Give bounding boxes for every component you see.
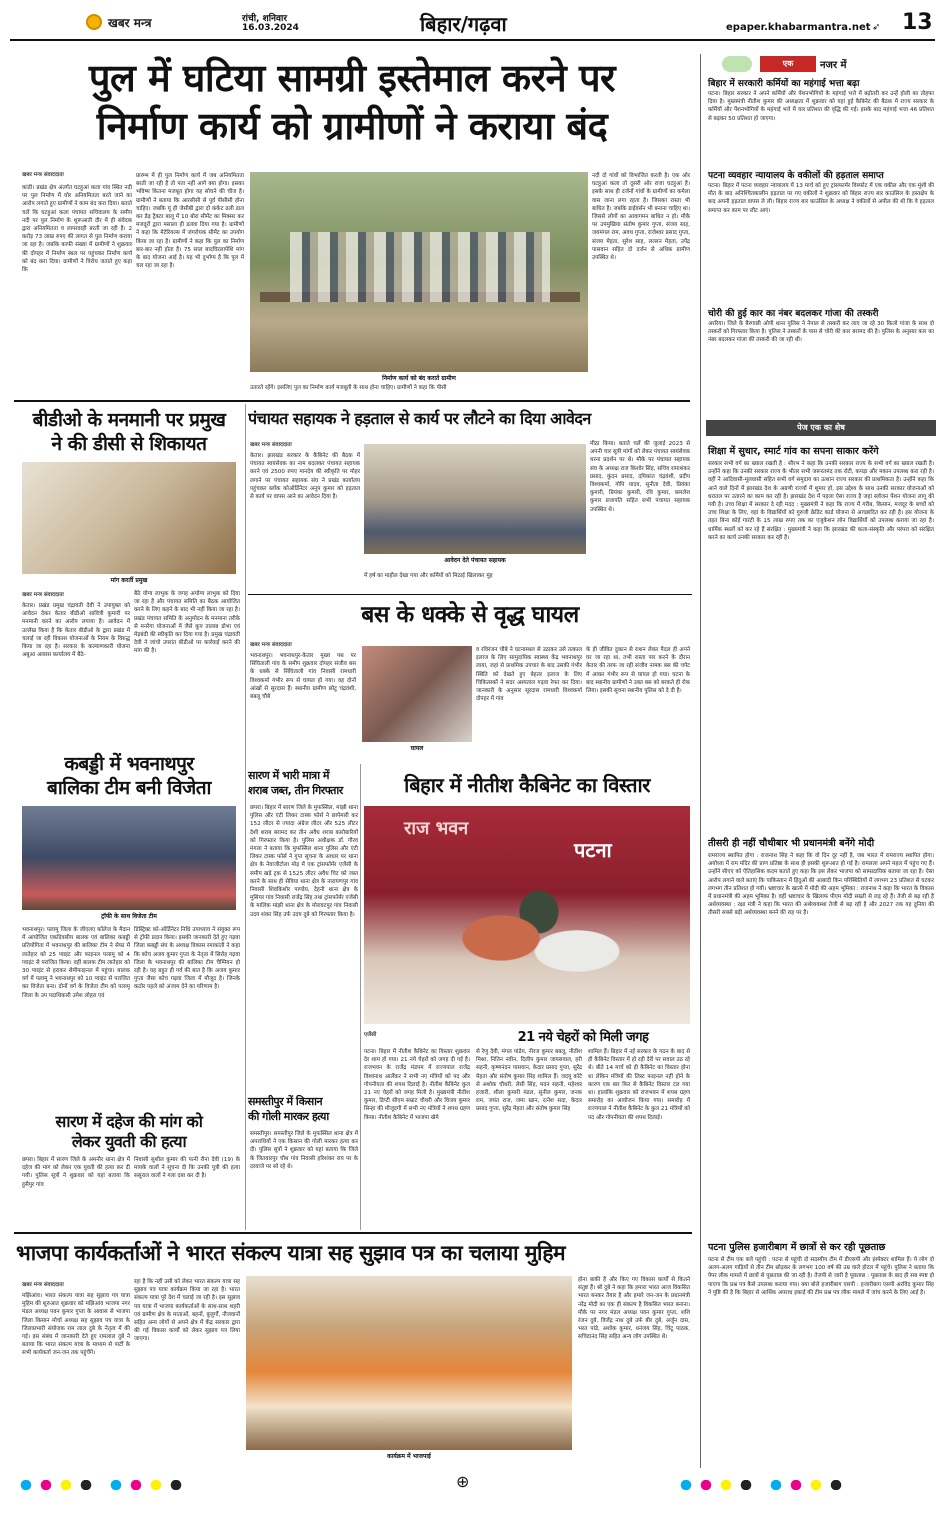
page-number: 13 (902, 10, 933, 35)
bjp-photo-caption: कार्यक्रम में भाजपाई (387, 1453, 431, 1460)
side-body-2: पटना। बिहार में पटना व्यवहार न्यायालय में 13 मार्च को हुए ट्रांसफार्मर विस्फोट में एक वकील और एक मुंशी की मौत के बाद अनिश्चितकालीन हड़ताल पर गए वकीलों ने शुक्रवार को बिहार राज्य बार काउंसिल के हस्तक्षेप के बाद अपनी हड़ताल वापस ले ली। बिहार राज्य बार काउंसिल के अध्यक्ष ने वकीलों से अपील की थी कि वे हड़ताल समाप्त कर काम पर लौट आएं। (708, 183, 934, 214)
kabaddi-col-1: भवनाथपुर। पलामू जिला के जीएलए कॉलेज के मैदान में आयोजित एकदिवसीय बालक एवं बालिका कबड्डी प्रतियोगिता में भवनाथपुर की बालिका टीम ने सेफा में लातेहार को 25 प्वाइंट और फाइनल पलामू को 4 प्वाइंट से पराजित किया। वहीं बालक टीम लातेहार को 30 प्वाइंट से हराकर सेमीफाइनल में पहुंचा। बालक वर्ग में पलामू ने भवनाथपुर को 10 प्वाइंट से पराजित कर विजेता बना। दोनों वर्ग के विजेता टीम को पलामू जिला के उप पदाधिकारी उमेश लोहरा एवं (22, 927, 130, 999)
cabinet-photo-banner: पटना (574, 838, 612, 862)
kabaddi-headline-1: कबड्डी में भवनाथपुर (64, 753, 194, 775)
lead-col-2: प्रारम्भ में ही पुल निर्माण कार्य में जब अनियमितता बरती जा रही है तो पता नहीं आगे क्या होगा। इसका भविष्य कितना मजबूत होगा यह सोचने की चीज है। ग्रामीणों ने बताया कि आरसीसी से पूर्व पीसीसी होना चाहिए। जबकि यूं ही जेसीबी द्वारा दो कंकेट ढली डाल कर डेढ़ ट्रैक्टर बालू में 10 बोरा सीमेंट का मिक्सर कर मजदूरों द्वारा मसाला ही डलवा दिया गया है। ग्रामीणों ने कहा कि मेटेरियल्स में जंगरोयक सीमेंट का उपयोग किया जा रहा है। ग्रामीणों ने कहा कि पुल का निर्माण बार-बार नहीं होता है। 75 साल बादघिरलापेशि मांग के बाद योजना आई है। यह भी दुर्भाग्य है कि पुल में चल रहा जा रहा है। (136, 173, 244, 270)
bus-photo (362, 646, 472, 742)
dowry-headline-2: लेकर युवती की हत्या (71, 1132, 187, 1151)
bus-byline: खबर मन्त्र संवाददाता (250, 642, 292, 648)
side-body-6: पटना से टीम एक बजे पहुंची : पटना से पहुंची दो सदस्यीय टीम में डीएसपी और इंस्पेक्टर शामिल हैं। ये लोग दो अलग-अलग गाड़ियों से तीन टीम छोड़कर के लगभग 100 वर्ष की उम्र वाले होटल में पहुंचे। पुलिस ने बताया कि पेपर लीक मामले में छात्रों से पूछताछ की जा रही है। तेजपी से जारी है पूछताछ : पूछताछ के बाद ही सब स्पष्ट हो पाएगा कि प्रश्न पत्र कैसे उपलब्ध कराया गया। क्या बोले हजारीबाग एसपी : हजारीबाग एसपी अरविंद कुमार सिंह ने पुष्टि की है कि बिहार से आर्थिक अपराध इकाई की टीम प्रश्न पत्र लीक मामले में जांच करने के लिए आई है। (708, 1257, 934, 1296)
bdo-byline: खबर मन्त्र संवाददाता (22, 592, 64, 598)
bjp-headline: भाजपा कार्यकर्ताओं ने भारत संकल्प यात्रा सह सुझाव पत्र का चलाया मुहिम (16, 1241, 566, 1265)
dowry-headline-1: सारण में दहेज की मांग को (55, 1112, 203, 1131)
bus-headline: बस के धक्के से वृद्ध घायल (361, 602, 579, 628)
bdo-headline-1: बीडीओ के मनमानी पर प्रमुख (32, 409, 226, 431)
kabaddi-photo (22, 806, 236, 910)
color-dots-left (20, 1480, 260, 1490)
bus-col-2: व रविरंजन चौबे ने घटनास्थल से उठाकर उसे तत्काल इलाज के लिए सामुदायिक स्वास्थ्य केंद्र भवनाथपुर लाया, जहां से प्राथमिक उपचार के बाद उसकी गंभीर स्थिति को देखते हुए बेहतर इलाज के लिए चिकित्सकों ने सदर अस्पताल गढ़वा रेफर कर दिया। जानकारी के अनुसार सूरदास रामधारी विश्वकर्मा दोपहर में गांव (476, 647, 582, 703)
col-rule-1 (245, 404, 246, 1230)
side-head-5: तीसरी ही नहीं चौथीबार भी प्रधानमंत्री बनेंगे मोदी (708, 838, 875, 849)
dowry-col-2: निवासी सुशील कुमार की पत्नी रीना देवी (19) के मायके वालों ने सूचना दी कि उनकी पुत्री की हत्या ससुराल वालों ने गला दबा कर दी है। (134, 1157, 240, 1180)
people-group (290, 232, 550, 302)
bjp-col-3: होना बाकी है और किए गए विकास कार्यों से कितने संतुष्ट हैं। श्री दुबे ने कहा कि हमारा भारत आज विकसित भारत बनकर तैयार है और हमारे जन-जन के प्रधानमंत्री नरेंद्र मोदी का एक ही संकल्प है विकसित भारत बनाना। मौके पर नगर मंडल अध्यक्ष पवन कुमार गुप्ता, शशि रंजन दुबे, विजेंद्र नाथ दुबे उर्फ बीर दुबे, अर्जुन दास, भरत पांडे, अशोक कुमार, धनंजय सिंह, चिंटू पाठक, सचिदानंद सिंह सहित अन्य लोग उपस्थित थे। (578, 1277, 690, 1341)
lead-photo-caption: निर्माण कार्य को बंद कराते ग्रामीण (382, 375, 456, 382)
kabaddi-photo-caption: ट्रॉफी के साथ विजेता टीम (101, 913, 157, 920)
side-body-3: अररिया। जिले के बैरगाछी ओपी थाना पुलिस ने नेपाल से तस्करी कर लाए जा रहे 30 किलो गांजा के साथ दो तस्करों को गिरफ्तार किया है। पुलिस ने तस्करों के पास से चोरी की कार बरामद की है। पुलिस के अनुसार कार का नंबर बदलकर गांजा की तस्करी की जा रही थी। (708, 321, 934, 344)
bus-col-3: के ही जीवित दुकान से राशन लेकर पैदल ही अपने घर जा रहा था, तभी रास्ता पार करने के दौरान केतार की तरफ जा रही संजीव नामक बस की चपेट में आकर गंभीर रूप से घायल हो गया। घटना के बाद स्थानीय ग्रामीणों ने उक्त बस को बरकते ही रोक लिया। इसकी सूचना स्थानीय पुलिस को दे दी है। (586, 647, 690, 695)
dowry-col-1: छपरा। बिहार में सारण जिले के अमनौर थाना क्षेत्र में दहेज की मांग को लेकर एक युवती की हत्या कर दी गयी। पुलिस सूत्रों ने शुक्रवार को यहां बताया कि हुसैपुर गांव (22, 1157, 130, 1188)
bjp-col-2: रहा है कि नहीं उसी को लेकर भारत संकल्प यात्रा सह सुझाव पत्र यात्रा कार्यक्रम किया जा रहा है। भारत संकल्प यात्रा पूरे देश में चलाई जा रही है। इस सुझाव पत्र यात्रा में भाजपा कार्यकर्ताओं के साथ-साथ शहरी एवं ग्रामीण क्षेत्र के माताओं, बहनों, बुजुर्गों, नौजवानों सहित अन्य लोगों से अपने क्षेत्र में केंद्र सरकार द्वारा की गई विकास कार्यों को लेकर सुझाव पत्र लिया जाएगा। (134, 1279, 240, 1343)
side-head-2: पटना व्यवहार न्यायालय के वकीलों की हड़ताल समाप्त (708, 171, 884, 181)
panchayat-headline: पंचायत सहायक ने हड़ताल से कार्य पर लौटने का दिया आवेदन (248, 409, 591, 428)
side-section-bar: पेज एक का शेष (706, 420, 936, 436)
header-city: रांची, शनिवार (242, 14, 288, 24)
bjp-photo (246, 1276, 572, 1450)
panchayat-byline: खबर मन्त्र संवाददाता (250, 442, 292, 448)
cabinet-photo (364, 806, 690, 1024)
lead-rule (14, 400, 690, 402)
liquor-headline-1: सारण में भारी मात्रा में (248, 769, 329, 782)
masthead (10, 8, 935, 44)
section-name: बिहार/गढ़वा (420, 12, 507, 36)
cabinet-col-3: शामिल हैं। बिहार में नई सरकार के गठन के बाद से ही कैबिनेट विस्तार में हो रही देरी पर सवाल उठ रहे थे। बीते 14 मार्च को ही कैबिनेट का विस्तार होना था लेकिन मंत्रियों की लिस्ट फाइनल नहीं होने के कारण एक बार फिर से कैबिनेट विस्तार टल गया था। हालांकि शुक्रवार को राजभवन में शपथ ग्रहण समारोह का आयोजन किया गया। समारोह में राज्यपाल ने नीतीश कैबिनेट के कुल 21 मंत्रियों को पद और गोपनीयता की शपथ दिलाई। (588, 1049, 690, 1121)
header-rule (10, 39, 935, 41)
side-head-6: पटना पुलिस हजारीबाग में छात्रों से कर रही पूछताछ (708, 1242, 886, 1253)
bjp-byline: खबर मन्त्र संवाददाता (22, 1282, 64, 1288)
badge-circle-icon (722, 56, 752, 72)
lead-headline-2: निर्माण कार्य को ग्रामीणों ने कराया बंद (96, 104, 608, 148)
kabaddi-headline-2: बालिका टीम बनी विजेता (47, 777, 211, 799)
cabinet-col-1: पटना। बिहार में नीतीश कैबिनेट का विस्तार शुक्रवार देर शाम हो गया। 21 नये चेहरों को जगह दी गई है। राजभवन के राजेंद्र मंडपम में राज्यपाल राजेंद्र विश्वनाथ आर्लेकर ने सभी नए मंत्रियों को पद और गोपनीयता की शपथ दिलाई है। नीतीश कैबिनेट कुल 21 नए चेहरों को जगह मिली है। मुख्यमंत्री नीतीश कुमार, डिप्टी सीएम सम्राट चौधरी और विजय कुमार सिन्हा की मौजूदगी में सभी नए मंत्रियों ने शपथ ग्रहण किया। नीतीश कैबिनेट में भाजपा खेमे (364, 1049, 470, 1121)
color-dots-right (680, 1480, 920, 1490)
side-head-1: बिहार में सरकारी कर्मियों का महंगाई भत्ता बढ़ा (708, 79, 860, 89)
header-date: 16.03.2024 (242, 23, 299, 33)
panchayat-photo (364, 444, 586, 554)
kabaddi-col-2: डिस्ट्रिक्ट को-ऑर्डिनेटर निधि उपाध्याय ने संयुक्त रूप से ट्रॉफी प्रदान किया। इसकी जानकारी देते हुए गढ़वा जिला कबड्डी संघ के अध्यक्ष विकास रमाकांती ने कहा कि कोच अजय कुमार गुप्ता के नेतृत्व में सिरोह गढ़वा जिला के भवनाथपुर की बालिका टीम चैम्पियन हो रही है। यह बहुत ही गर्व की बात है कि अजय कुमार गुप्ता जैसा कोच गढ़वा जिला में मौजूद है। जिनके कठोर पहले को अंजाम देने का परिणाम है। (134, 927, 240, 991)
panchayat-continued: में हर्ष का माहौल देखा गया और कर्मियों को मिठाई खिलाकर मुंह (364, 573, 493, 579)
cursor-icon: ➶ (872, 22, 881, 33)
murder-col-1: समस्तीपुर। समस्तीपुर जिले के मुफस्सिल थाना क्षेत्र में अपराधियों ने एक किसान की गोली मारकर हत्या कर दी। पुलिस सूत्रों ने शुक्रवार को यहां बताया कि जिले के जितवारपुर चौथ गांव निवासी हरिशंकर राय पर के दरवाजे पर सो रहे थे। (250, 1131, 358, 1170)
cabinet-byline: एजेंसी (364, 1032, 377, 1038)
lead-photo (250, 172, 588, 372)
lead-headline-1: पुल में घटिया सामग्री इस्तेमाल करने पर (88, 56, 616, 100)
col-rule-2 (360, 764, 361, 1230)
cabinet-photo-figures (444, 886, 634, 1016)
bdo-photo-caption: मांग करतीं प्रमुख (110, 577, 148, 584)
panchayat-photo-caption: आवेदन देते पंचायत सहायक (444, 557, 506, 564)
badge-right: नजर में (820, 60, 847, 71)
bus-photo-caption: घायल (410, 745, 424, 752)
footer-bar (0, 1472, 945, 1512)
lead-continued: उतारते रहेंगे। इसलिए पुल का निर्माण कार्य मजबूती के साथ होना चाहिए। ग्रामीणों ने कहा कि पीसी (250, 385, 447, 391)
cabinet-photo-banner2: राज भवन (404, 818, 469, 839)
murder-headline-1: समस्तीपुर में किसान (248, 1095, 323, 1108)
bus-col-1: भवनाथपुर। भवनाथपुर-केतार मुख्य पथ पर सिंघिताली गांव के समीप शुक्रवार दोपहर संजीव बस के धक्के से सिंघिताली गांव निवासी रामधारी विश्वकर्मा गंभीर रूप से घायल हो गया। वह दोनों आंखों से सूरदास हैं। स्थानीय ग्रामीण छोटू चंद्रवंशी, बबलू चौबे (250, 653, 356, 701)
bdo-headline-2: ने की डीसी से शिकायत (51, 433, 207, 455)
murder-headline-2: की गोली मारकर हत्या (248, 1110, 329, 1123)
lead-col-3: नदी दो गांवों को विभाजित करती है। एक ओर घटहुआं कला तो दूसरी ओर राजा घटहुआं है। इसके साथ ही दर्जनों गांवों के ग्रामीणों का कमेला वास जाना लगा रहता है। जिसका रास्ता भी बाधित है। जबकि डाईवर्सन भी बनाना चाहिए था। जिससे लोगों का आवागमन बाधित न हो। मौके पर उपमुखिया संतोष कुमार गुप्ता, संजय साह, जयमंगल राम, अवध गुप्ता, राजेश्वर प्रसाद गुप्ता, संजय मेहता, सुरेश साह, लल्लन मेहता, उपेंद्र पासवान सहित दो दर्जन से अधिक ग्रामीण उपस्थित थे। (592, 173, 690, 262)
epaper-url[interactable]: epaper.khabarmantra.net (726, 22, 871, 33)
panchayat-rule (248, 594, 692, 595)
badge-left: एक (760, 56, 816, 72)
cabinet-sub-headline: 21 नये चेहरों को मिली जगह (517, 1030, 649, 1045)
side-body-5: रामराज्य स्थापित होगा : राजनाथ सिंह ने कहा कि वो दिन दूर नहीं है, जब भारत में रामराज्य स्थापित होगा। अयोध्या में राम मंदिर की प्राण प्रतिष्ठा के साथ ही इसकी शुरूआत हो गई है। रामलला अपने महल में पहुंच गए हैं। उन्होंने सीएए को ऐतिहासिक कदम बताते हुए कहा कि इस लेकर भाजपा को साम्प्रदायिक बताया जा रहा है। ऐसा आरोप लगाने वाले बताएं कि पाकिस्तान में हिंदुओं की आबादी किन परिस्थितियों में लगभग 23 प्रतिशत से घटकर लगभग तीन प्रतिशत हो गयी। भ्रष्टाचार के खात्मे में मोदी की अहम भूमिका : राजनाथ ने कहा कि भारत के विकास में प्रधानमंत्री की अहम भूमिका है। वहीं भ्रष्टाचार के खिलाफ पीएम मोदी सख्ती से लड़ रहे हैं। तेजी से बढ़ रही है अर्थव्यवस्था : रक्षा मंत्री ने कहा कि भारत की अर्थव्यवस्था तेजी से बढ़ रही है और 2027 तक यह दुनिया की तीसरी सबसे बड़ी अर्थव्यवस्था बनने की राह पर है। (708, 853, 934, 917)
liquor-headline-2: शराब जब्त, तीन गिरफ्तार (248, 784, 343, 797)
bjp-col-1: मझिआंव। भारत संकल्प यात्रा सह सुझाव पत्र यात्रा मुहिम की शुरुआत शुक्रवार को मझिआंव भाजपा नगर मंडल अध्यक्ष पवन कुमार गुप्ता के आवास से भाजपा जिला किसान मोर्चा अध्यक्ष सह सुझाव पत्र यात्रा के जिलाप्रभारी संयोजक राम लाल दुबे के नेतृत्व में की गई। इस संबंध में जानकारी देते हुए रामलाल दुबे ने बताया कि भारत संकल्प यात्रा के माध्यम से पार्टी के सभी कार्यकर्ता जन-जन तक पहुंचेंगे। (22, 1293, 130, 1357)
side-body-4: सरकार सभी वर्ग का ख्याल रखती है : सौरभ ने कहा कि उनकी सरकार राज्य के सभी वर्ग का ख्याल रखती है। उन्होंने कहा कि उनकी सरकार राज्य के भीतर सभी जरूरतमंद तक रोटी, कपड़ा और मकान उपलब्ध करा रही है। वहीं ने आदिवासी-मूलवासी सहित सभी वर्ग समुदाय का उत्थान राज्य सरकार की प्राथमिकता है। उन्होंने कहा कि आने वाले दिनों में झारखंड देश के अग्रणी राज्यों में शुमार हो, इस उद्देश्य के साथ उनकी सरकार योजनाओं को धरातल पर उतारने का काम कर रही है। झारखंड देश में पहला ऐसा राज्य है जहां सर्वजन पेंशन योजना लागू की गयी है। उच्च शिक्षा में सरकार दे रही मदद : मुख्यमंत्री ने कहा कि राज्य में गरीब, किसान, मजदूर के बच्चों को उच्च शिक्षा के लिए, वहां के विद्यार्थियों को गुरुजी क्रेडिट कार्ड योजना से आच्छादित कर रही है। इस योजना के तहत बिना कोई गारंटी के 15 लाख रुपए तक का एजुकेशन लोन विद्यार्थियों को उपलब्ध कराया जा रहा है। धार्मिक स्थलों को कर रहे हैं संरक्षित : मुख्यमंत्री ने कहा कि झारखंड की कला-संस्कृति और परंपरा को संरक्षित करने का कार्य उनकी सरकार कर रही है। (708, 461, 934, 541)
lead-byline: खबर मन्त्र संवाददाता (22, 172, 64, 178)
panchayat-col-1: केतार। झारखंड सरकार के कैबिनेट की बैठक में पंचायत स्वयंसेवक का नाम बदलकर पंचायत सहायक करने एवं 2500 रुपए मानदेय की स्वीकृति पर मोहर लगाने पर पंचायत सहायक संघ ने प्रखंड कार्यालय पहुंचकर ब्लॉक कोऑर्डिनेटर अनूप कुमार को हड़ताल से कार्य पर वापस आने का आवेदन दिया है। (250, 453, 360, 501)
cabinet-col-2: से रेणु देवी, मंगल पांडेय, नीरज कुमार बबलू, नीतीश मिश्रा, नितिन नवीन, दिलीप कुमार जायसवाल, हरी सहनी, कृष्णनंदन पासवान, केदार प्रसाद गुप्ता, सुरेंद्र मेहता और संतोष कुमार सिंह शामिल हैं। जदयू कोटे से अशोक चौधरी, लेसी सिंह, मदन सहनी, महेश्वर हजारी, शीला कुमारी मंडल, सुनील कुमार, जनक राम, जयंत राज, जमा खान, रत्नेश सदा, केदार प्रसाद गुप्ता, सुरेंद्र मेहता और संतोष कुमार सिंह (476, 1049, 582, 1113)
cabinet-headline: बिहार में नीतीश कैबिनेट का विस्तार (404, 773, 650, 797)
mid-rule (14, 1232, 692, 1234)
bdo-photo (22, 462, 236, 574)
liquor-col-1: छपरा। बिहार में सारण जिले के मुफस्सिल, मांझी थाना पुलिस और एंटी लिकर टास्क फोर्स ने छापेमारी कर 152 लीटर से ज्यादा अंग्रेज लीटर और 525 लीटर देशी शराब बरामद कर तीन अवैध शराब कारोबारियों को गिरफ्तार किया है। पुलिस अधीक्षक डॉ. गौरव मंगला ने बताया कि मुफस्सिल थाना पुलिस और एंटी लिकर टास्क फोर्स ने गुप्त सूचना के आधार पर थाना क्षेत्र के नेवाजीटोला मोड़ में एक ट्रांसफॉर्मर एजेंसी के समीप खड़े ट्रक से 1525 लीटर अवैध चिट को जब्त करने के साथ ही सेविया थाना क्षेत्र के नारायणपुर गांव निवासी शिवकिशोर पाण्डेय, देहनी थाना क्षेत्र के मुसियर गांव निवासी राजेंद्र सिंह तथा ट्रांसफॉर्मर एजेंसी के मालिक मांझी थाना क्षेत्र के मोरावटपुर गांव निवासी उदय शंकर सिंह उर्फ उदय दूबे को गिरफ्तार किया है। (250, 805, 358, 918)
lead-col-1: कांडी। प्रखंड क्षेत्र अंतर्गत घटहुआं कला गांव स्थित नदी पर पुल निर्माण में घोर अनियमितता बरते जाने का आरोप लगाते हुए ग्रामीणों ने काम बंद करा दिया। बताते चलें कि घटहुआं कला पंचायत सचिवालय के समीप नदी पर पुल निर्माण के शुरूआती दौर में ही संवेदक द्वारा अनियमितता व लापरवाही बरती जा रही है। 2 करोड़ 73 लाख रुपए की लागत से पुल निर्माण कराया जा रहा है। जबकि काफी संख्या में ग्रामीणों ने शुक्रवार की दोपहर में निर्माण स्थल पर पहुंचकर निर्माण कार्य को बंद करा दिया। ग्रामीणों ने विरोध जताते हुए कहा कि (22, 185, 132, 274)
sidebar-divider (700, 54, 701, 1468)
brand-name: खबर मन्त्र (108, 16, 152, 30)
registration-mark-icon: ⊕ (456, 1472, 470, 1491)
side-head-4: शिक्षा में सुधार, स्मार्ट गांव का सपना साकार करेंगे (708, 446, 879, 457)
brand-logo-icon (86, 14, 102, 30)
bdo-col-1: केतार। प्रखंड प्रमुख चंद्रावती देवी ने उपायुक्त को आवेदन देकर केतार बीडीओ सावित्री कुमारी पर मनमानी करने का आरोप लगाया है। आवेदन में उल्लेख किया है कि केतार बीडीओ के द्वारा प्रखंड में चलाई जा रही विकास योजनाओं के नियम के विरुद्ध किया जा रहा है। सरकार के कल्याणकारी योजना अबुआ आवास कार्यालय में बैठे- (22, 603, 130, 659)
bdo-col-2: बैठे योग्य लाभुक के जगह अयोग्य लाभुक को दिया जा रहा है और पंचायत समिति का बैठक आयोजित करने के लिए कहने के बाद भी नहीं किया जा रहा है। प्रखंड पंचायत समिति के अनुमोदन के मनमाना तरीके से मनरेगा योजनाओं में जैसे कूप तालाब डोभा एवं मेड़बंदी की स्वीकृति कर दिया गया है। प्रमुख चंद्रावती देवी ने जांचो उपरांत बीडीओ पर कार्रवाई करने की मांग की है। (134, 591, 240, 655)
sidebar-badge (708, 56, 934, 72)
side-body-1: पटना। बिहार सरकार ने अपने कर्मियों और पेंशनभोगियों के महंगाई भत्ते में बढ़ोतरी कर उन्हें होली का तोहफा दिया है। मुख्यमंत्री नीतीश कुमार की अध्यक्षता में शुक्रवार को यहां हुई कैबिनेट की बैठक में राज्य सरकार के कर्मियों और पेंशनभोगियों के महंगाई भत्ते में चार प्रतिशत की वृद्धि की गई। इसके बाद महंगाई भत्ता 46 प्रतिशत से बढ़कर 50 प्रतिशत हो जाएगा। (708, 91, 934, 122)
side-head-3: चोरी की हुई कार का नंबर बदलकर गांजा की तस्करी (708, 309, 879, 319)
panchayat-col-2: मीठा किया। बताते चलें की जुलाई 2023 से अपनी चार सूत्री मांगों को लेकर पंचायत स्वयंसेवक धरना प्रदर्शन पर थे। मौके पर पंचायत सहायक संघ के अध्यक्ष राज किशोर सिंह, सचिव रामाशंकर प्रसाद, कुंदन प्रसाद, दयिकांत चंद्रवंशी, प्रदीप विश्वकर्मा, गोपि यादव, सुनीता देवी, प्रियंका कुमारी, प्रियंका कुमारी, रवि कुमार, कमलेश कुमार प्रजापति सहित सभी पंचायत सहायक उपस्थित थे। (590, 441, 690, 513)
